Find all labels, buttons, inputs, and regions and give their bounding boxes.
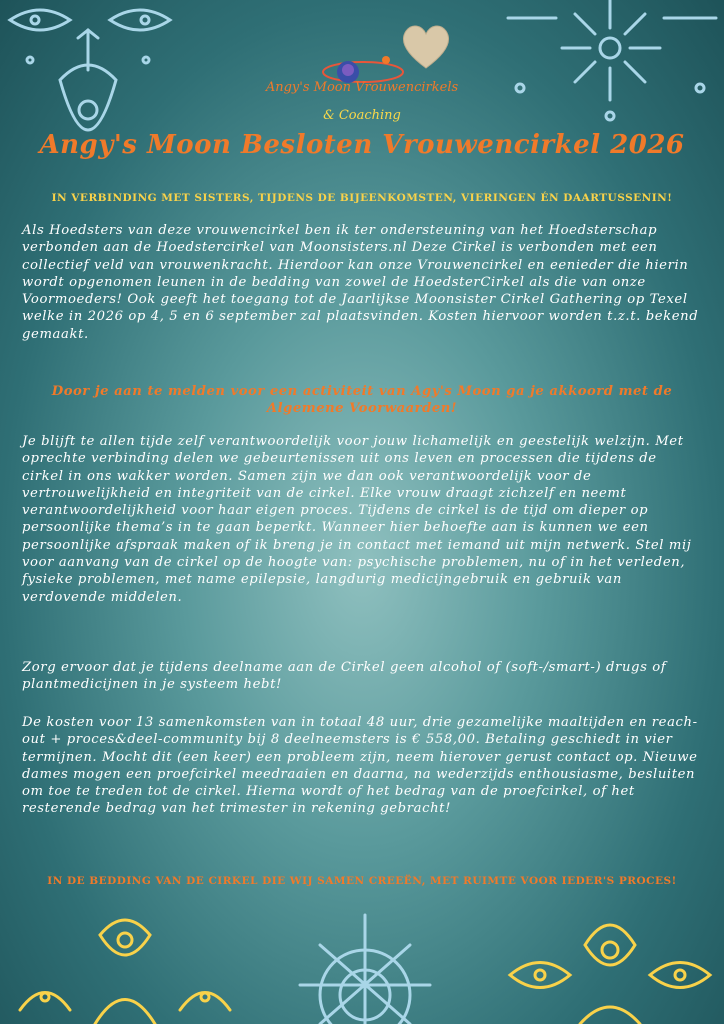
banner-top: IN VERBINDING MET SISTERS, TIJDENS DE BIJEENKOMSTEN, VIERINGEN ÉN DAARTUSSENIN! [51,192,673,204]
terms-notice: Door je aan te melden voor een activiteit van Agy's Moon ga je akkoord met de Algemene Voorwaarden! [51,384,673,416]
sunburst-ornament-icon [290,905,440,1024]
page-title: Angy's Moon Besloten Vrouwencirkel 2026 [39,130,685,160]
mandala-ornament-icon [0,905,240,1024]
paragraph-responsibility: Je blijft te allen tijde zelf verantwoordelijk voor jouw lichamelijk en geestelijk welzijn. Met oprechte verbinding delen we gebeurtenissen uit ons leven en processen die tijdens de cirkel in ons wakker worden. Samen zijn we dan ook verantwoordelijk voor de vertrouwelijkheid en integriteit van de cirkel. Elke vrouw draagt zichzelf en neemt verantwoordelijkheid voor haar eigen proces. Tijdens de cirkel is de tijd om dieper op persoonlijke thema’s in te gaan beperkt. Wanneer hier behoefte aan is kunnen we een persoonlijke afspraak maken of ik breng je in contact met iemand uit mijn netwerk. Stel mij voor aanvang van de cirkel op de hoogte van: psychische problemen, nu of in het verleden, fysieke problemen, met name epilepsie, langdurig medicijngebruik en gebruik van verdovende middelen. [22,434,692,605]
logo-subtitle: & Coaching [323,108,401,123]
mandala-ornament-icon [500,905,724,1024]
logo-name: Angy's Moon Vrouwencirkels [265,80,459,95]
paragraph-substances: Zorg ervoor dat je tijdens deelname aan de Cirkel geen alcohol of (soft-/smart-) drugs of plantmedicijnen in je systeem hebt! [22,660,667,693]
banner-bottom: IN DE BEDDING VAN DE CIRKEL DIE WIJ SAMEN CREEËN, MET RUIMTE VOOR IEDER'S PROCES! [47,875,677,887]
logo [0,10,724,130]
paragraph-hoedsters: Als Hoedsters van deze vrouwencirkel ben ik ter ondersteuning van het Hoedsterschap verbonden aan de Hoedstercirkel van Moonsisters.nl Deze Cirkel is verbonden met een collectief veld van vrouwenkracht. Hierdoor kan onze Vrouwencirkel en eenieder die hierin wordt opgenomen leunen in de bedding van zowel de HoedsterCirkel als die van onze Voormoeders! Ook geeft het toegang tot de Jaarlijkse Moonsister Cirkel Gathering op Texel welke in 2026 op 4, 5 en 6 september zal plaatsvinden. Kosten hiervoor worden t.z.t. bekend gemaakt. [22,223,699,342]
paragraph-costs: De kosten voor 13 samenkomsten van in totaal 48 uur, drie gezamelijke maaltijden en reach-out + proces&deel-community bij 8 deelneemsters is € 558,00. Betaling geschiedt in vier termijnen. Mocht dit (een keer) een probleem zijn, neem hierover gerust contact op. Nieuwe dames mogen een proefcirkel meedraaien en daarna, na wederzijds enthousiasme, besluiten om toe te treden tot de cirkel. Hierna wordt of het bedrag van de proefcirkel, of het resterende bedrag van het trimester in rekening gebracht! [22,715,698,817]
